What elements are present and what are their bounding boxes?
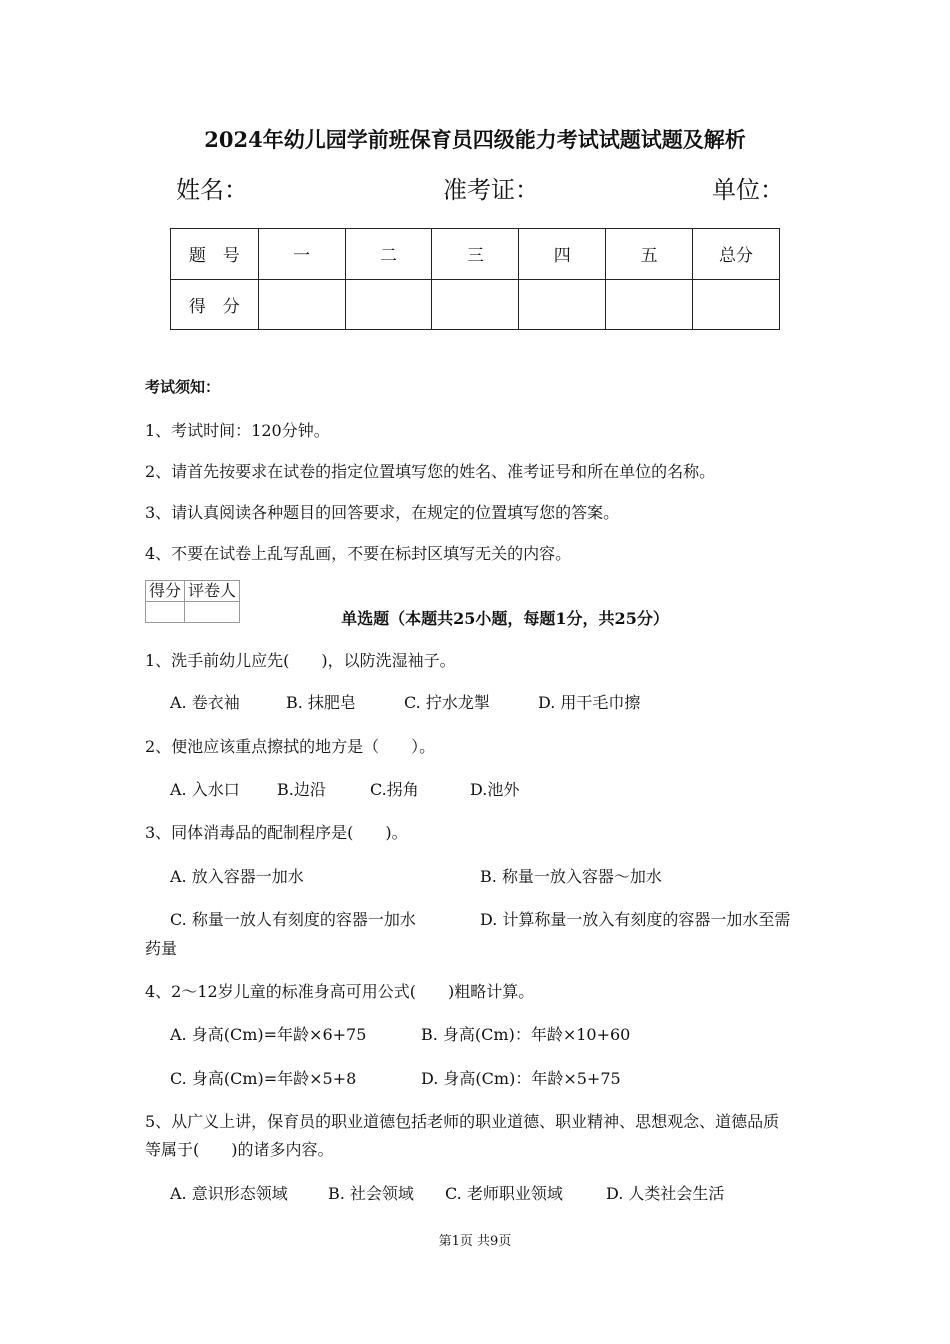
question-option[interactable]: D. 人类社会生活 — [606, 1184, 725, 1203]
question-option[interactable]: C.拐角 — [370, 780, 419, 799]
score-table-score-row — [171, 279, 780, 330]
score-cell[interactable] — [519, 279, 606, 330]
score-header-cell: 一 — [258, 229, 345, 280]
page-title: 2024年幼儿园学前班保育员四级能力考试试题试题及解析 — [204, 127, 746, 152]
question-option[interactable]: D. 用干毛巾擦 — [538, 693, 641, 712]
score-cell[interactable] — [432, 279, 519, 330]
question-option-continuation: 药量 — [145, 939, 178, 958]
score-row-label: 得 分 — [171, 279, 259, 330]
page-footer: 第1页 共9页 — [438, 1234, 512, 1249]
grader-name-label: 评卷人 — [185, 581, 240, 602]
question-option[interactable]: B. 社会领域 — [328, 1184, 414, 1203]
question-option[interactable]: A. 意识形态领域 — [170, 1184, 288, 1203]
score-header-cell: 五 — [606, 229, 693, 280]
question-option[interactable]: C. 身高(Cm)=年龄×5+8 — [170, 1069, 357, 1088]
exam-id-label: 准考证： — [443, 176, 539, 204]
unit-label: 单位： — [712, 176, 784, 204]
question-option[interactable]: B. 身高(Cm)：年龄×10+60 — [421, 1025, 631, 1044]
section-title: 单选题（本题共25小题，每题1分，共25分） — [341, 609, 669, 628]
question-option[interactable]: D. 身高(Cm)：年龄×5+75 — [421, 1069, 621, 1088]
question-option[interactable]: C. 老师职业领域 — [445, 1184, 563, 1203]
question-option[interactable]: A. 放入容器一加水 — [170, 867, 304, 886]
question-option[interactable]: D. 计算称量一放入有刻度的容器一加水至需 — [480, 910, 791, 929]
question-option[interactable]: B.边沿 — [277, 780, 326, 799]
grader-score-label: 得分 — [146, 581, 185, 602]
question-stem: 1、洗手前幼儿应先( )，以防洗湿袖子。 — [145, 651, 456, 670]
question-option[interactable]: B. 称量一放入容器～加水 — [480, 867, 662, 886]
notice-item: 4、不要在试卷上乱写乱画，不要在标封区填写无关的内容。 — [145, 544, 572, 563]
question-option[interactable]: B. 抹肥皂 — [286, 693, 356, 712]
notice-heading: 考试须知： — [145, 378, 221, 396]
score-header-cell: 四 — [519, 229, 606, 280]
question-stem: 5、从广义上讲，保育员的职业道德包括老师的职业道德、职业精神、思想观念、道德品质 — [145, 1112, 780, 1131]
question-option[interactable]: C. 拧水龙掣 — [404, 693, 490, 712]
score-cell[interactable] — [606, 279, 693, 330]
question-option[interactable]: A. 入水口 — [170, 780, 240, 799]
score-cell[interactable] — [258, 279, 345, 330]
question-stem: 3、同体消毒品的配制程序是( )。 — [145, 823, 408, 842]
score-table — [170, 228, 780, 330]
score-header-cell: 二 — [345, 229, 432, 280]
name-label: 姓名： — [176, 176, 248, 204]
question-option[interactable]: A. 身高(Cm)=年龄×6+75 — [170, 1025, 367, 1044]
notice-item: 3、请认真阅读各种题目的回答要求，在规定的位置填写您的答案。 — [145, 503, 620, 522]
question-stem: 2、便池应该重点擦拭的地方是（ ）。 — [145, 737, 436, 756]
question-stem: 4、2～12岁儿童的标准身高可用公式( )粗略计算。 — [145, 982, 535, 1001]
score-header-cell: 题 号 — [171, 229, 259, 280]
score-table-header-row — [171, 229, 780, 280]
notice-item: 1、考试时间：120分钟。 — [145, 421, 330, 440]
notice-item: 2、请首先按要求在试卷的指定位置填写您的姓名、准考证号和所在单位的名称。 — [145, 462, 716, 481]
question-option[interactable]: C. 称量一放人有刻度的容器一加水 — [170, 910, 416, 929]
score-cell[interactable] — [693, 279, 780, 330]
score-header-cell: 三 — [432, 229, 519, 280]
score-header-cell: 总分 — [693, 229, 780, 280]
question-option[interactable]: D.池外 — [470, 780, 520, 799]
question-stem-continuation: 等属于( )的诸多内容。 — [145, 1140, 334, 1159]
score-cell[interactable] — [345, 279, 432, 330]
question-option[interactable]: A. 卷衣袖 — [170, 693, 240, 712]
